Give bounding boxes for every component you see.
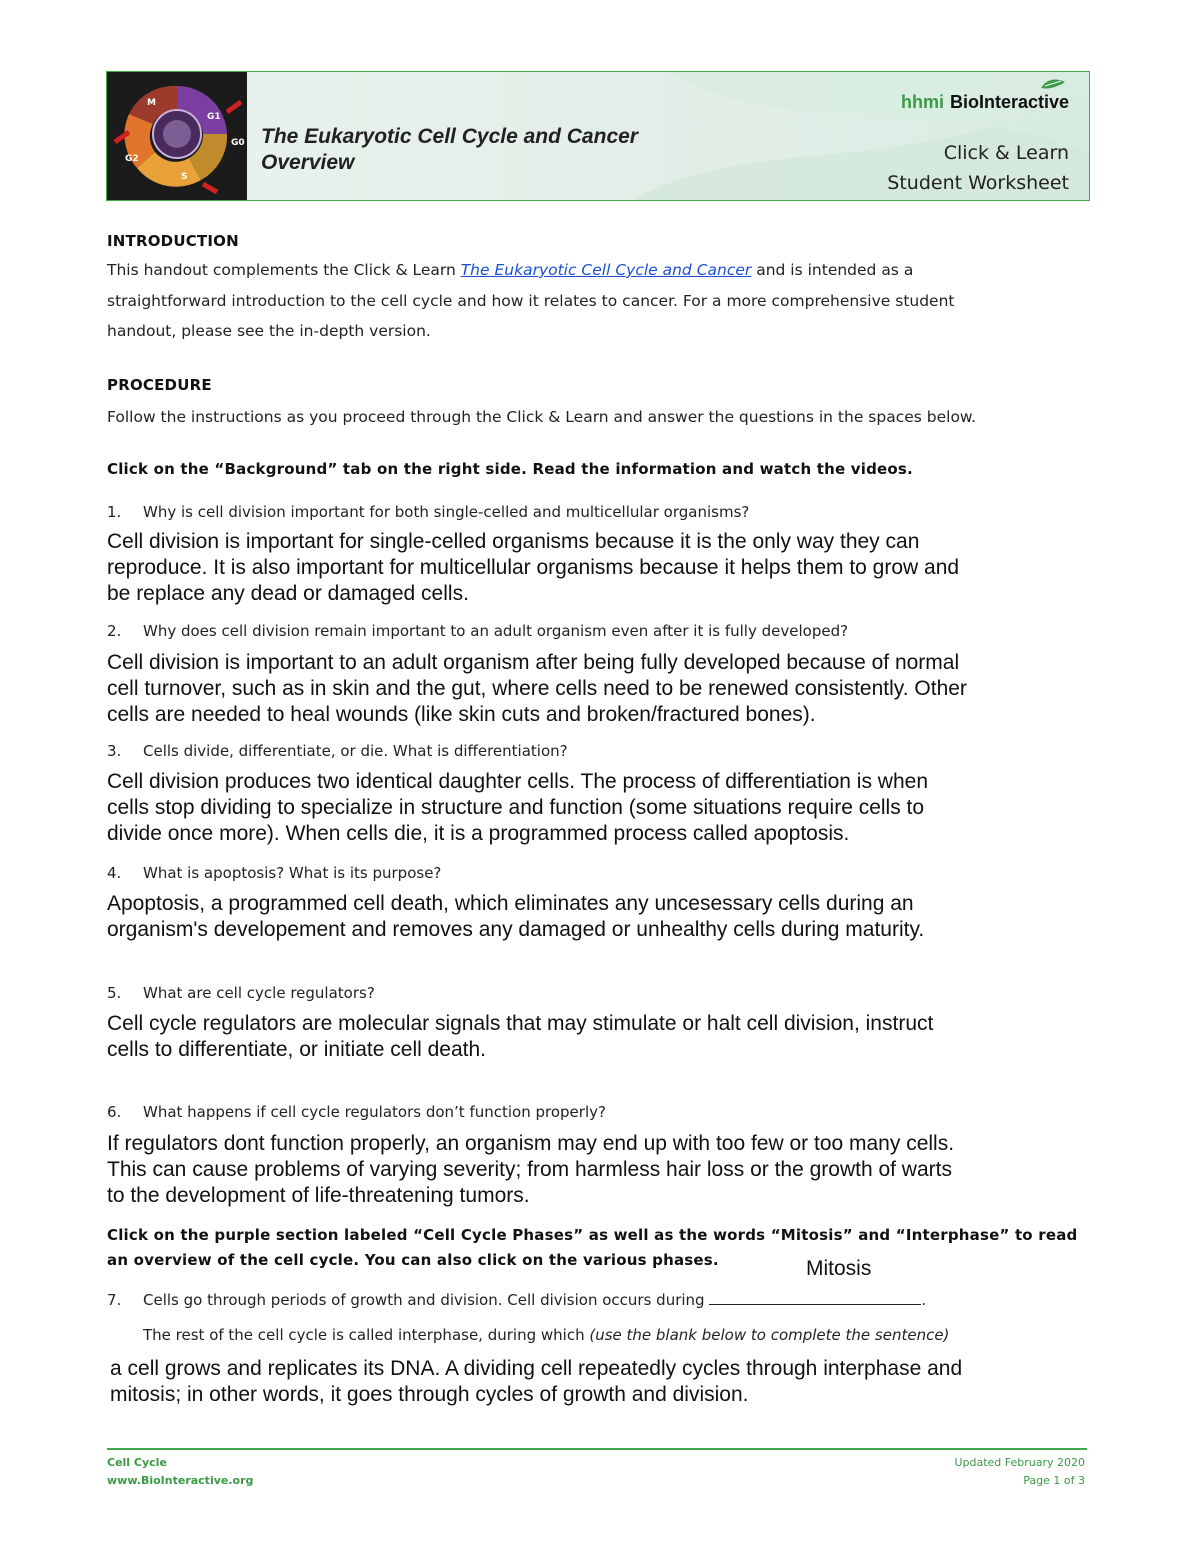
question-number: 2. — [107, 622, 122, 640]
question-5 — [107, 984, 375, 1002]
answer-line: cells to differentiate, or initiate cell death. — [107, 1038, 486, 1061]
cycle-label-s: S — [181, 172, 188, 182]
answer-7[interactable] — [110, 1356, 1100, 1408]
question-number: 4. — [107, 864, 122, 882]
answer-line: divide once more). When cells die, it is a programmed process called apoptosis. — [107, 822, 850, 845]
answer-2[interactable] — [107, 650, 1097, 728]
question-text: What is apoptosis? What is its purpose? — [143, 864, 442, 882]
question-1 — [107, 503, 749, 521]
answer-line: cells are needed to heal wounds (like skin cuts and broken/fractured bones). — [107, 703, 816, 726]
q7-followup-text: The rest of the cell cycle is called interphase, during which — [143, 1326, 590, 1344]
blank-period: . — [921, 1291, 927, 1309]
intro-line-2: straightforward introduction to the cell cycle and how it relates to cancer. For a more comprehensive student — [107, 292, 955, 310]
question-number: 7. — [107, 1291, 122, 1309]
answer-line: If regulators dont function properly, an organism may end up with too few or too many cells. — [107, 1132, 955, 1155]
question-text: Why does cell division remain important to an adult organism even after it is fully developed? — [143, 622, 849, 640]
subtitle-click-learn: Click & Learn — [943, 142, 1069, 164]
answer-line: cells stop dividing to specialize in structure and function (some situations require cells to — [107, 796, 925, 819]
question-3 — [107, 742, 568, 760]
worksheet-title — [261, 124, 638, 176]
brand-hhmi: hhmi — [900, 92, 944, 112]
subtitle-student-worksheet: Student Worksheet — [887, 172, 1069, 194]
fill-in-blank[interactable] — [709, 1290, 921, 1305]
procedure-text: Follow the instructions as you proceed through the Click & Learn and answer the questions in the spaces below. — [107, 408, 977, 426]
question-text: Cells divide, differentiate, or die. What is differentiation? — [143, 742, 568, 760]
answer-line: mitosis; in other words, it goes through cycles of growth and division. — [110, 1383, 749, 1406]
hhmi-biointeractive-logo — [901, 92, 1069, 113]
question-6 — [107, 1103, 606, 1121]
answer-line: reproduce. It is also important for multicellular organisms because it helps them to grow and — [107, 556, 960, 579]
q7-followup — [143, 1326, 949, 1344]
footer-divider — [107, 1448, 1087, 1450]
answer-3[interactable] — [107, 769, 1097, 847]
question-2 — [107, 622, 848, 640]
question-number: 3. — [107, 742, 122, 760]
answer-line: Cell cycle regulators are molecular signals that may stimulate or halt cell division, instruct — [107, 1012, 934, 1035]
answer-line: be replace any dead or damaged cells. — [107, 582, 469, 605]
title-line-1: The Eukaryotic Cell Cycle and Cancer — [261, 125, 638, 148]
cycle-label-g1: G1 — [207, 112, 221, 122]
answer-line: to the development of life-threatening tumors. — [107, 1184, 530, 1207]
header-banner — [106, 71, 1090, 201]
answer-line: organism's developement and removes any damaged or unhealthy cells during maturity. — [107, 918, 925, 941]
answer-5[interactable] — [107, 1011, 1097, 1063]
cycle-label-g2: G2 — [125, 154, 139, 164]
question-7 — [107, 1290, 926, 1309]
cycle-label-g0: G0 — [231, 138, 245, 148]
footer-section-name: Cell Cycle — [107, 1456, 167, 1469]
brand-name: BioInteractive — [949, 92, 1069, 112]
title-line-2: Overview — [261, 151, 355, 174]
answer-line: a cell grows and replicates its DNA. A dividing cell repeatedly cycles through interphase and — [110, 1357, 963, 1380]
footer-updated-date: Updated February 2020 — [954, 1456, 1085, 1469]
question-4 — [107, 864, 441, 882]
click-learn-link[interactable]: The Eukaryotic Cell Cycle and Cancer — [460, 261, 752, 279]
q7-blank-answer[interactable]: Mitosis — [806, 1257, 872, 1280]
answer-line: Cell division produces two identical daughter cells. The process of differentiation is when — [107, 770, 929, 793]
answer-line: This can cause problems of varying severity; from harmless hair loss or the growth of warts — [107, 1158, 952, 1181]
question-number: 6. — [107, 1103, 122, 1121]
leaf-logo-icon — [1039, 76, 1067, 92]
cell-cycle-diagram-image — [107, 72, 247, 200]
procedure-heading: PROCEDURE — [107, 376, 212, 394]
answer-line: Cell division is important to an adult organism after being fully developed because of normal — [107, 651, 960, 674]
answer-line: Cell division is important for single-celled organisms because it is the only way they can — [107, 530, 920, 553]
cell-cycle-phases-instruction-line-2: an overview of the cell cycle. You can also click on the various phases. — [107, 1251, 719, 1269]
footer-page-number: Page 1 of 3 — [1023, 1474, 1085, 1487]
cell-cycle-phases-instruction-line-1: Click on the purple section labeled “Cell Cycle Phases” as well as the words “Mitosis” and “Interphase” to read — [107, 1226, 1078, 1244]
intro-heading: INTRODUCTION — [107, 232, 239, 250]
q7-followup-instruction: (use the blank below to complete the sentence) — [589, 1326, 950, 1344]
answer-4[interactable] — [107, 891, 1097, 943]
intro-line-1 — [107, 255, 1097, 285]
intro-line-3: handout, please see the in-depth version. — [107, 322, 431, 340]
answer-line: Apoptosis, a programmed cell death, which eliminates any uncesessary cells during an — [107, 892, 914, 915]
question-text: What happens if cell cycle regulators don’t function properly? — [143, 1103, 606, 1121]
question-number: 5. — [107, 984, 122, 1002]
question-text: Why is cell division important for both single-celled and multicellular organisms? — [143, 503, 750, 521]
background-instruction: Click on the “Background” tab on the right side. Read the information and watch the videos. — [107, 460, 913, 478]
answer-6[interactable] — [107, 1131, 1097, 1209]
question-text: Cells go through periods of growth and division. Cell division occurs during — [143, 1291, 705, 1309]
answer-line: cell turnover, such as in skin and the gut, where cells need to be renewed consistently. Other — [107, 677, 967, 700]
answer-1[interactable] — [107, 529, 1097, 607]
cycle-label-m: M — [147, 98, 156, 108]
question-number: 1. — [107, 503, 122, 521]
question-text: What are cell cycle regulators? — [143, 984, 375, 1002]
intro-text-after-link: and is intended as a — [751, 261, 914, 279]
intro-text-before-link: This handout complements the Click & Learn — [107, 261, 461, 279]
footer-website-link[interactable]: www.BioInteractive.org — [107, 1474, 254, 1487]
